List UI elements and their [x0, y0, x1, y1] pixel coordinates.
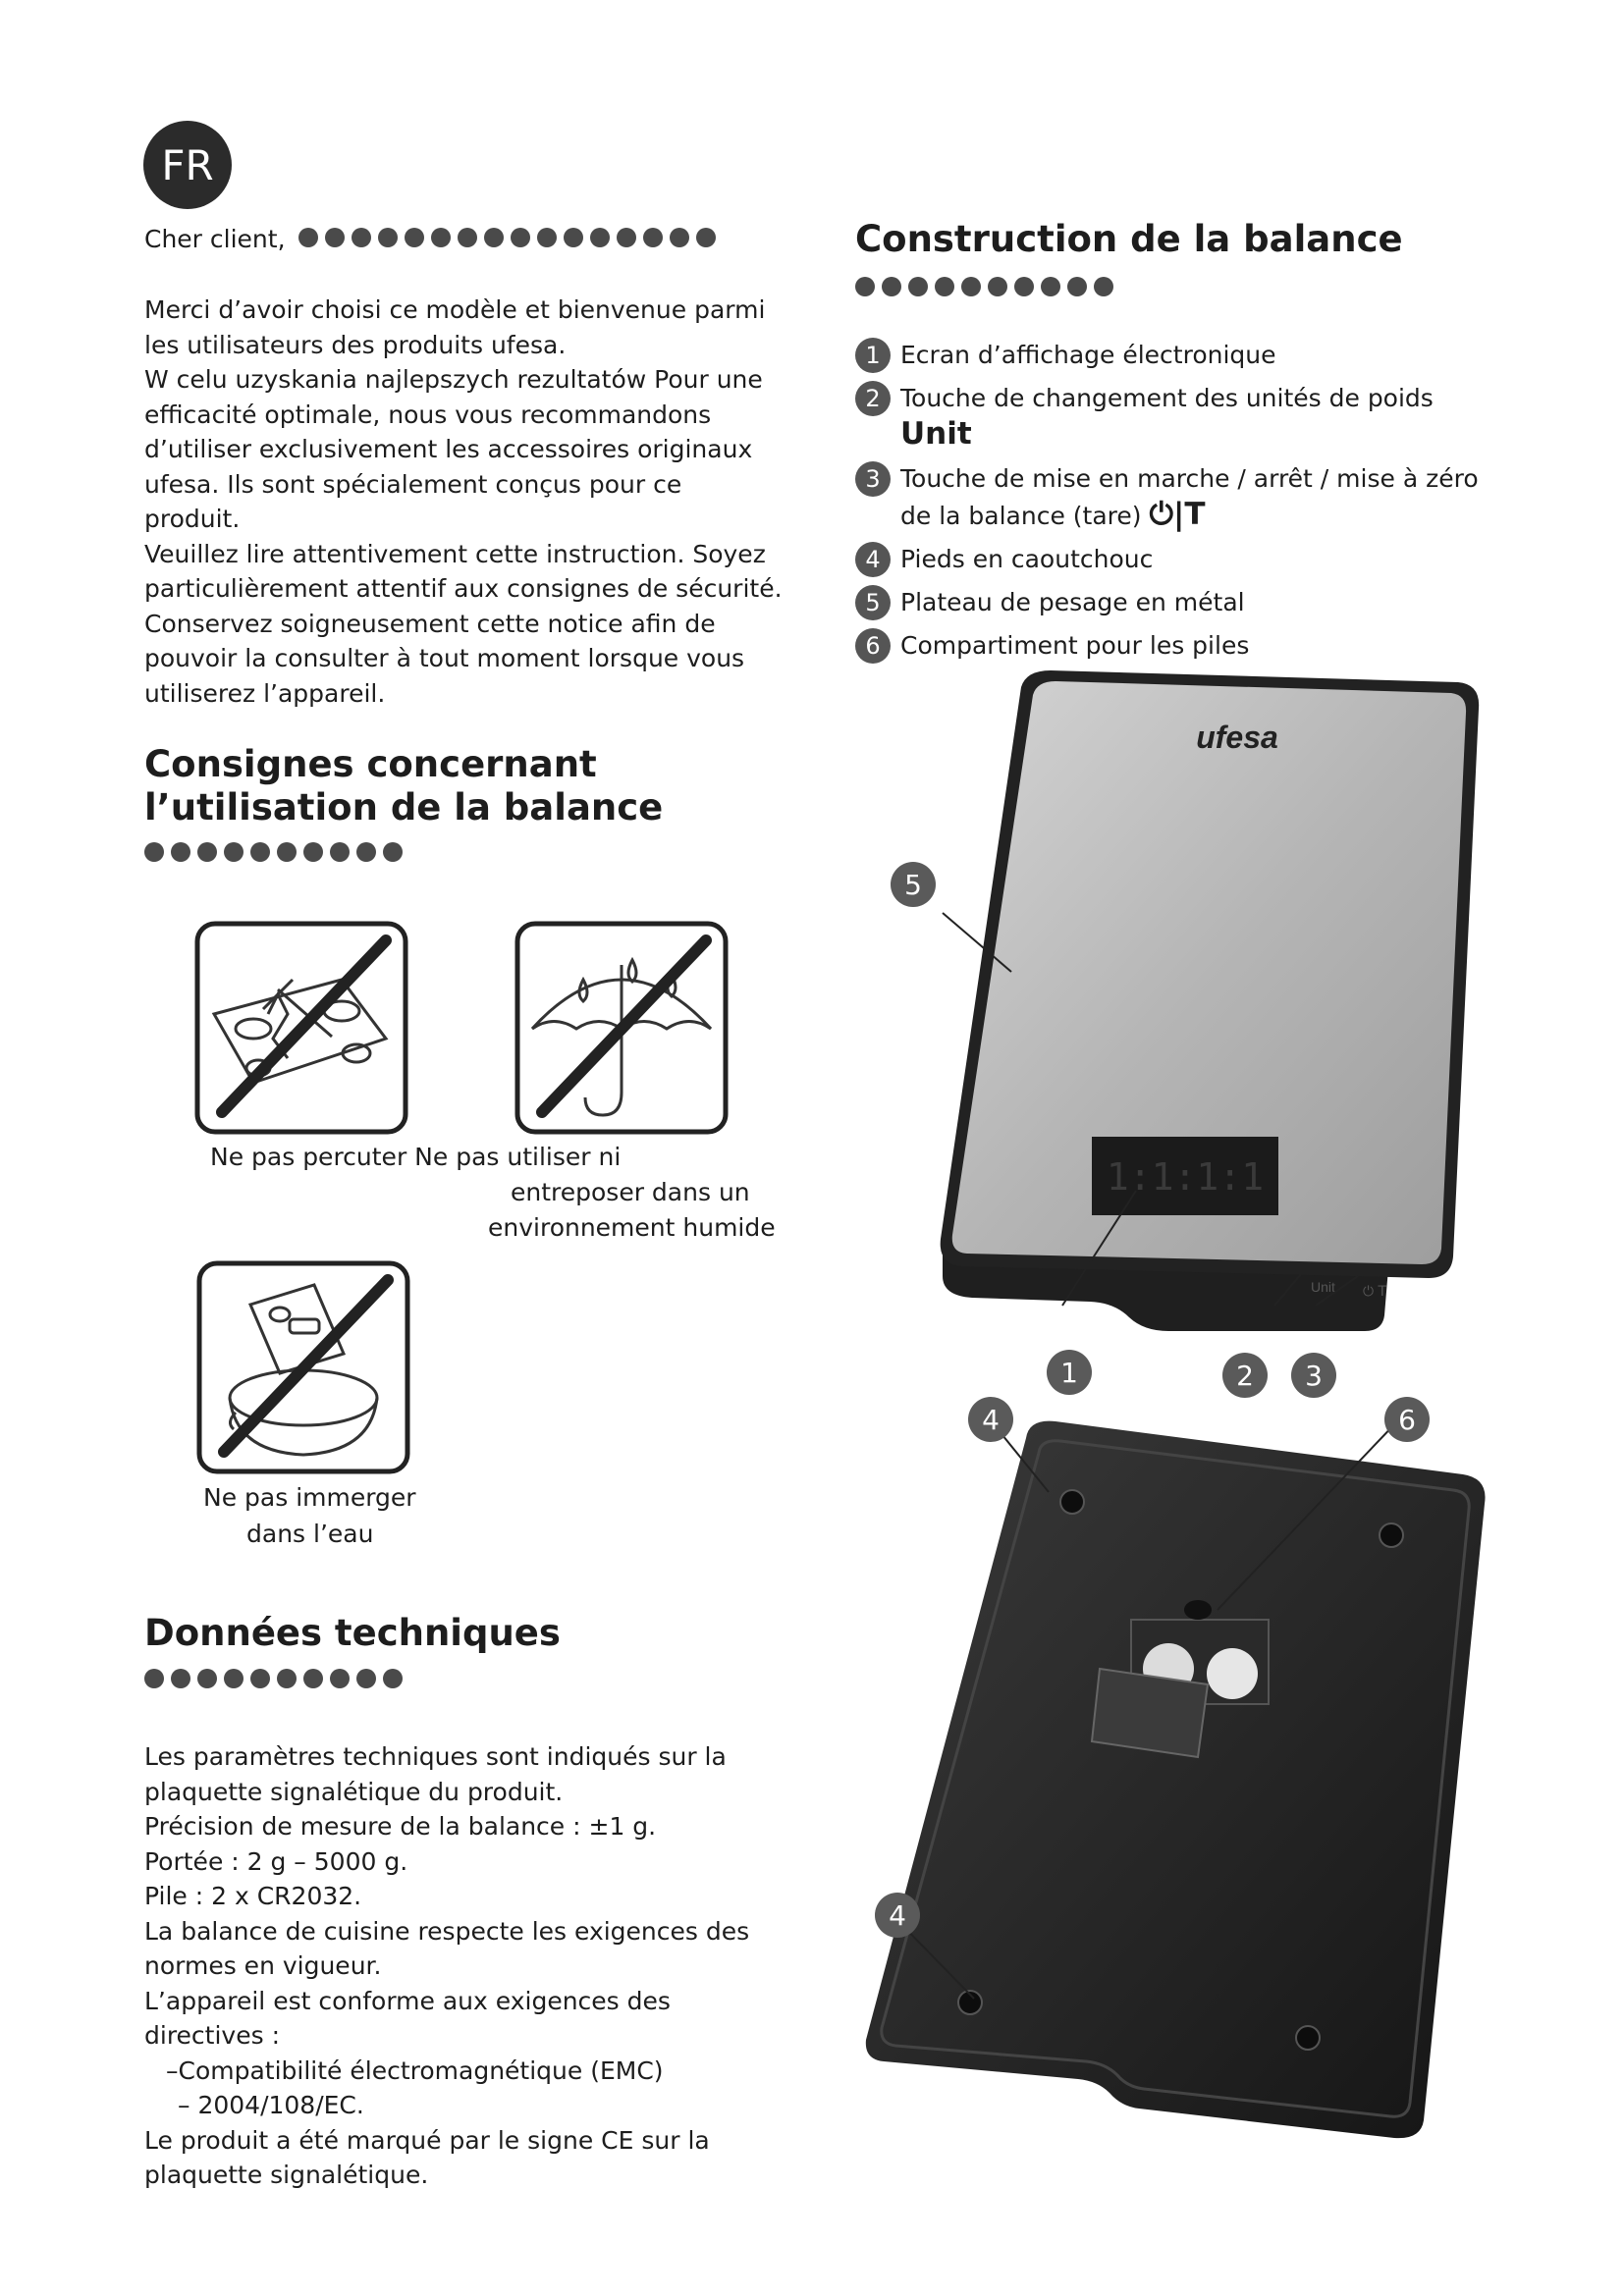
no-immersion-icon [196, 1260, 410, 1474]
scale-top-view [941, 670, 1479, 1331]
number-badge: 1 [855, 338, 891, 373]
list-item-text: Touche de mise en marche / arrêt / mise à zéro de la balance (tare) [900, 464, 1479, 530]
list-item [855, 628, 1503, 664]
construction-dots [855, 277, 1113, 296]
intro-paragraph: Conservez soigneusement cette notice afin de pouvoir la consulter à tout moment lorsque vous utiliserez l’appareil. [144, 609, 745, 708]
list-item-text: Compartiment pour les piles [900, 631, 1250, 660]
intro-paragraph: Merci d’avoir choisi ce modèle et bienvenue parmi les utilisateurs des produits ufesa. [144, 295, 766, 359]
number-badge: 5 [855, 585, 891, 620]
list-item [855, 585, 1503, 620]
intro-text [144, 293, 783, 711]
consignes-title: Consignes concernant l’utilisation de la balance [144, 743, 664, 828]
display-digits: 1:1:1:1 [1106, 1155, 1265, 1199]
unit-button-label: Unit [1311, 1279, 1335, 1295]
greeting: Cher client, [144, 225, 286, 253]
callout-6: 6 [1384, 1397, 1430, 1442]
donnees-title: Données techniques [144, 1612, 561, 1654]
donnees-line: La balance de cuisine respecte les exigences des normes en vigueur. [144, 1916, 750, 1980]
list-item-text: Touche de changement des unités de poids [900, 384, 1434, 412]
greeting-dots [298, 228, 716, 247]
donnees-line: –Compatibilité électromagnétique (EMC) [166, 2056, 664, 2085]
list-item-text: Ecran d’affichage électronique [900, 341, 1276, 369]
list-item [855, 461, 1503, 534]
donnees-line: Précision de mesure de la balance : ±1 g. [144, 1812, 657, 1841]
caption-immersion-2: dans l’eau [246, 1520, 374, 1548]
caption-humidity-3: environnement humide [488, 1213, 776, 1242]
list-item [855, 338, 1503, 373]
number-badge: 3 [855, 461, 891, 497]
donnees-line: Le produit a été marqué par le signe CE sur la plaquette signalétique. [144, 2125, 710, 2189]
scale-bottom-view [866, 1421, 1486, 2139]
construction-title: Construction de la balance [855, 218, 1403, 260]
power-tare-icon: ⏻|T [1149, 497, 1206, 532]
callout-4-bottom: 4 [875, 1893, 920, 1938]
number-badge: 4 [855, 542, 891, 577]
no-humidity-icon [514, 921, 729, 1135]
callout-3: 3 [1291, 1353, 1336, 1398]
intro-paragraph: W celu uzyskania najlepszych rezultatów Pour une efficacité optimale, nous vous recommandons d’utiliser exclusivement les accessoires originaux ufesa. Ils sont spécialement conçus pour ce produit. [144, 365, 763, 533]
donnees-line: Portée : 2 g – 5000 g. [144, 1846, 408, 1876]
callout-5: 5 [891, 862, 936, 907]
caption-humidity-2: entreposer dans un [511, 1178, 750, 1206]
power-button-label: ⏻ T [1363, 1284, 1387, 1300]
consignes-dots [144, 842, 403, 862]
donnees-line: – 2004/108/EC. [178, 2091, 364, 2119]
language-badge: FR [143, 121, 232, 209]
donnees-text [144, 1739, 783, 2193]
number-badge: 6 [855, 628, 891, 664]
callout-1: 1 [1047, 1350, 1092, 1395]
donnees-line: Pile : 2 x CR2032. [144, 1882, 362, 1910]
no-impact-icon [194, 921, 408, 1135]
donnees-line: L’appareil est conforme aux exigences des directives : [144, 1986, 671, 2050]
unit-label: Unit [900, 416, 972, 452]
brand-logo: ufesa [1196, 720, 1278, 755]
donnees-dots [144, 1669, 403, 1688]
caption-immersion-1: Ne pas immerger [203, 1483, 416, 1512]
list-item [855, 542, 1503, 577]
donnees-line: Les paramètres techniques sont indiqués sur la plaquette signalétique du produit. [144, 1742, 727, 1806]
list-item-text: Pieds en caoutchouc [900, 545, 1154, 573]
callout-4-top: 4 [968, 1397, 1013, 1442]
intro-paragraph: Veuillez lire attentivement cette instruction. Soyez particulièrement attentif aux consignes de sécurité. [144, 539, 783, 603]
list-item-text: Plateau de pesage en métal [900, 588, 1245, 616]
construction-list [855, 338, 1503, 671]
callout-2: 2 [1222, 1353, 1268, 1398]
number-badge: 2 [855, 381, 891, 416]
list-item [855, 381, 1503, 454]
caption-impact-humidity: Ne pas percuter Ne pas utiliser ni [210, 1143, 622, 1171]
